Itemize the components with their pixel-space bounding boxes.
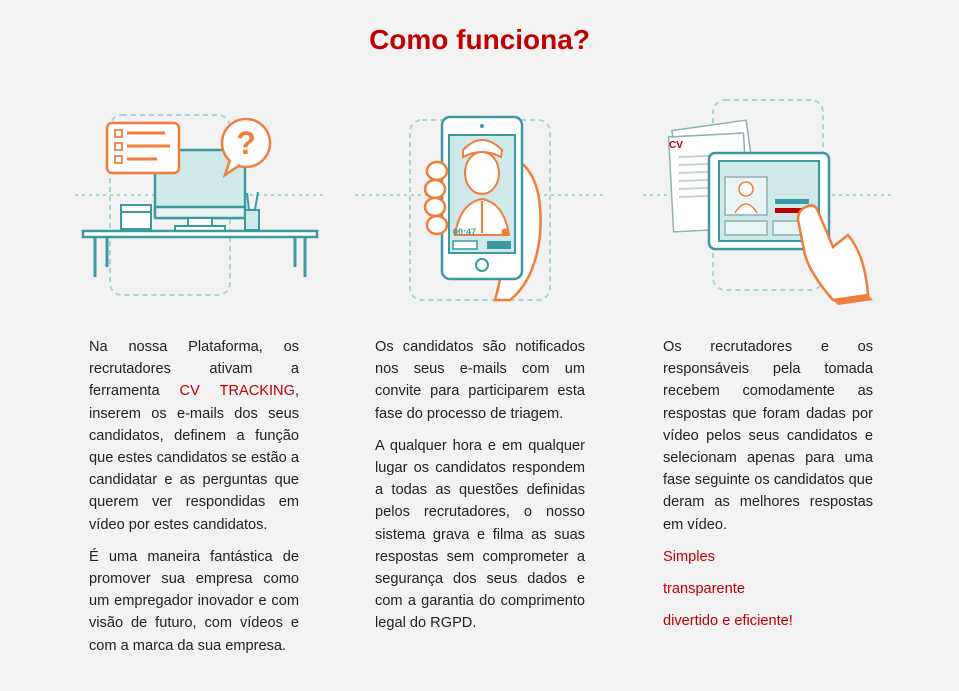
highlight-transparente: transparente: [663, 581, 745, 598]
svg-text:?: ?: [236, 125, 256, 161]
highlight-divertido: divertido e eficiente!: [663, 613, 793, 630]
checklist-icon: [107, 123, 179, 173]
highlight-simples: Simples: [663, 548, 715, 565]
tablet-review-illustration: [643, 95, 893, 305]
page-title: Como funciona?: [369, 24, 590, 55]
step-1-paragraph-2: É uma maneira fantástica de promover sua empresa como um empregador inovador e com visão de futuro, com vídeos e com a marca da sua empresa.: [89, 548, 299, 654]
step-1-description: [89, 336, 299, 667]
cv-tracking-highlight: CV TRACKING: [179, 383, 295, 400]
step-1-paragraph-1: Na nossa Plataforma, os recrutadores ativam a ferramenta CV TRACKING, inserem os e-mails dos seus candidatos, definem a função que estes candidatos se estão a candidatar e as perguntas que querem ver respondidas em vídeo por estes candidatos.: [89, 339, 299, 533]
phone-video-illustration: [355, 95, 605, 305]
step-2-paragraph-2: A qualquer hora e em qualquer lugar os candidatos respondem a todas as questões definidas pelos recrutadores, o nosso sistema grava e filma as suas respostas sem comprometer a segurança dos seus dados e com a garantia do comprimento legal do RGPD.: [375, 437, 585, 632]
step-2-description: [375, 336, 585, 645]
video-timer: 00:47: [453, 227, 477, 237]
step-3-paragraph-1: Os recrutadores e os responsáveis pela tomada recebem comodamente as respostas que foram dadas por vídeo pelos seus candidatos e selecionam apenas para uma fase seguinte os candidatos que deram as melhores respostas em vídeo.: [663, 339, 873, 533]
svg-text:CV: CV: [669, 140, 683, 151]
question-mark-icon: [222, 119, 270, 175]
step-2-paragraph-1: Os candidatos são notificados nos seus e-mails com um convite para participarem esta fase do processo de triagem.: [375, 339, 585, 422]
desk-computer-illustration: [75, 95, 325, 305]
step-3-description: [663, 336, 873, 642]
